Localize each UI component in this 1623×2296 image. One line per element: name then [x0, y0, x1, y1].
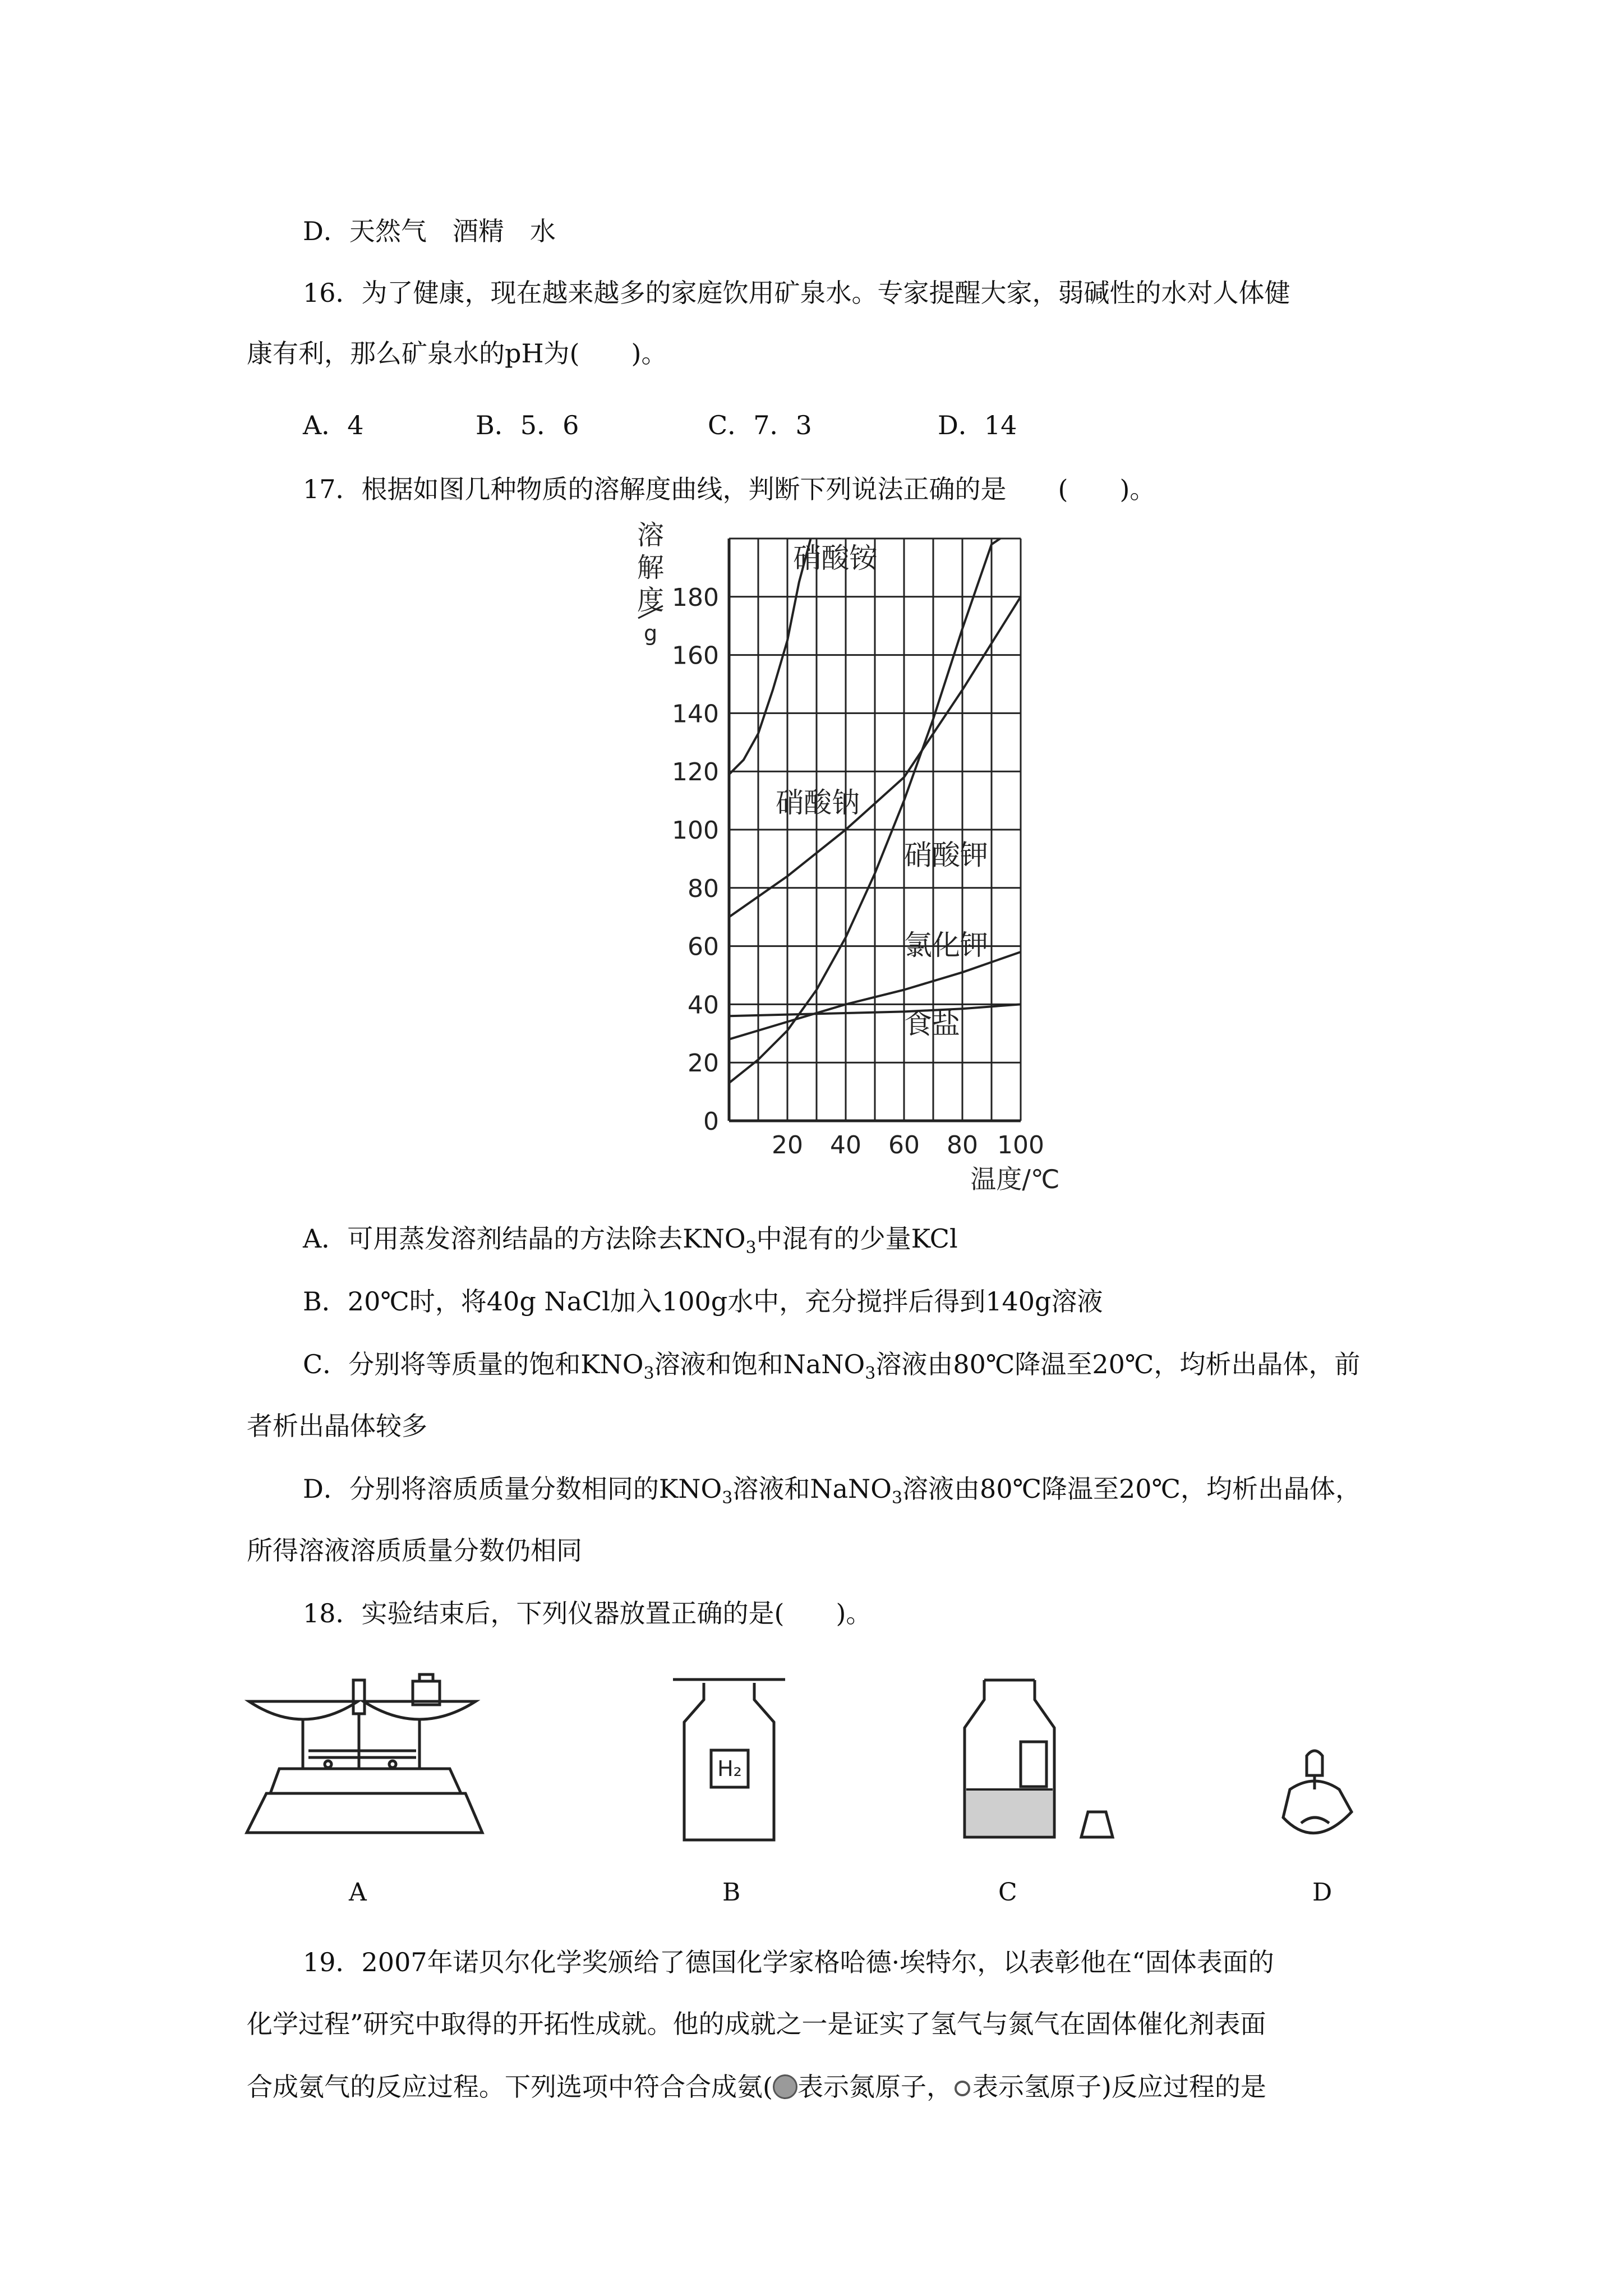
series-label: 硝酸铵	[793, 541, 878, 574]
hydrogen-atom-icon	[955, 2081, 970, 2096]
nitrogen-atom-icon	[773, 2074, 797, 2099]
x-axis-label: 温度/℃	[970, 1164, 1060, 1194]
q17-option-b: B．20℃时，将40g NaCl加入100g水中，充分搅拌后得到140g溶液	[303, 1286, 1103, 1317]
q18-caption-c: C	[998, 1878, 1017, 1907]
gas-jar-illustration	[673, 1677, 785, 1846]
y-axis-label-char: 解	[637, 552, 665, 583]
y-axis-label-char: 度	[637, 585, 665, 616]
q19-stem-line2: 化学过程”研究中取得的开拓性成就。他的成就之一是证实了氢气与氮气在固体催化剂表面	[247, 2009, 1266, 2039]
y-tick-label: 0	[703, 1107, 719, 1136]
q16-option-a: A．4	[303, 410, 364, 440]
y-tick-label: 180	[672, 583, 719, 612]
y-tick-label: 80	[688, 874, 719, 903]
q17-option-a: A．可用蒸发溶剂结晶的方法除去$KNO_3$中混有的少量KCl	[303, 1223, 958, 1258]
series-label: 硝酸钠	[776, 786, 860, 819]
alcohol-lamp-illustration	[1279, 1745, 1368, 1851]
chart-labels	[637, 519, 1060, 1194]
series-label: 硝酸钾	[904, 839, 988, 872]
q18-caption-a: A	[349, 1878, 367, 1907]
chart-grid	[729, 539, 1021, 1121]
x-tick-label: 40	[830, 1131, 861, 1159]
q15-option-d: D．天然气 酒精 水	[303, 216, 556, 246]
q18-stem: 18．实验结束后，下列仪器放置正确的是( )。	[303, 1598, 872, 1628]
q16-option-c: C．7．3	[708, 410, 812, 440]
y-tick-label: 60	[688, 932, 719, 961]
x-tick-label: 80	[947, 1131, 978, 1159]
x-tick-label: 60	[888, 1131, 920, 1159]
q17-option-c-line1: C．分别将等质量的饱和$KNO_3$溶液和饱和NaNO$_3$溶液由80℃降温至20℃，均析出晶体，前	[303, 1349, 1361, 1384]
y-tick-label: 160	[672, 641, 719, 670]
q19-stem-line1: 19．2007年诺贝尔化学奖颁给了德国化学家格哈德·埃特尔，以表彰他在“固体表面的	[303, 1947, 1274, 1977]
y-tick-label: 140	[672, 700, 719, 729]
y-axis-label-char: g	[643, 621, 658, 646]
q17-option-c-line2: 者析出晶体较多	[247, 1411, 427, 1441]
q16-stem-line2: 康有利，那么矿泉水的pH为( )。	[247, 338, 667, 369]
y-tick-label: 20	[688, 1049, 719, 1078]
q19-stem-line3: 合成氨气的反应过程。下列选项中符合合成氨( 表示氮原子， 表示氢原子)反应过程的是	[247, 2072, 1266, 2102]
q18-caption-d: D	[1312, 1878, 1332, 1907]
series-label: 氯化钾	[904, 929, 988, 962]
y-axis-label-char: 溶	[637, 519, 665, 551]
y-tick-label: 120	[672, 758, 719, 787]
q16-option-b: B．5．6	[476, 410, 579, 440]
y-tick-label: 100	[672, 816, 719, 845]
reagent-bottle-illustration	[953, 1674, 1133, 1843]
y-tick-label: 40	[688, 991, 719, 1020]
h2-label: H₂	[717, 1756, 742, 1781]
q17-option-d-line2: 所得溶液溶质质量分数仍相同	[247, 1535, 582, 1566]
x-tick-label: 20	[772, 1131, 803, 1159]
solubility-chart	[589, 516, 1060, 1200]
balance-illustration	[241, 1674, 488, 1843]
series-label: 食盐	[904, 1007, 960, 1041]
q17-stem: 17．根据如图几种物质的溶解度曲线，判断下列说法正确的是 ( )。	[303, 474, 1156, 504]
q16-stem-line1: 16．为了健康，现在越来越多的家庭饮用矿泉水。专家提醒大家，弱碱性的水对人体健	[303, 278, 1290, 308]
series-line	[729, 539, 1000, 1083]
q18-caption-b: B	[722, 1878, 741, 1907]
q16-option-d: D．14	[938, 410, 1017, 440]
q17-option-d-line1: D．分别将溶质质量分数相同的$KNO_3$溶液和NaNO$_3$溶液由80℃降温至20℃，均析出晶体，	[303, 1474, 1362, 1508]
x-tick-label: 100	[997, 1131, 1044, 1159]
